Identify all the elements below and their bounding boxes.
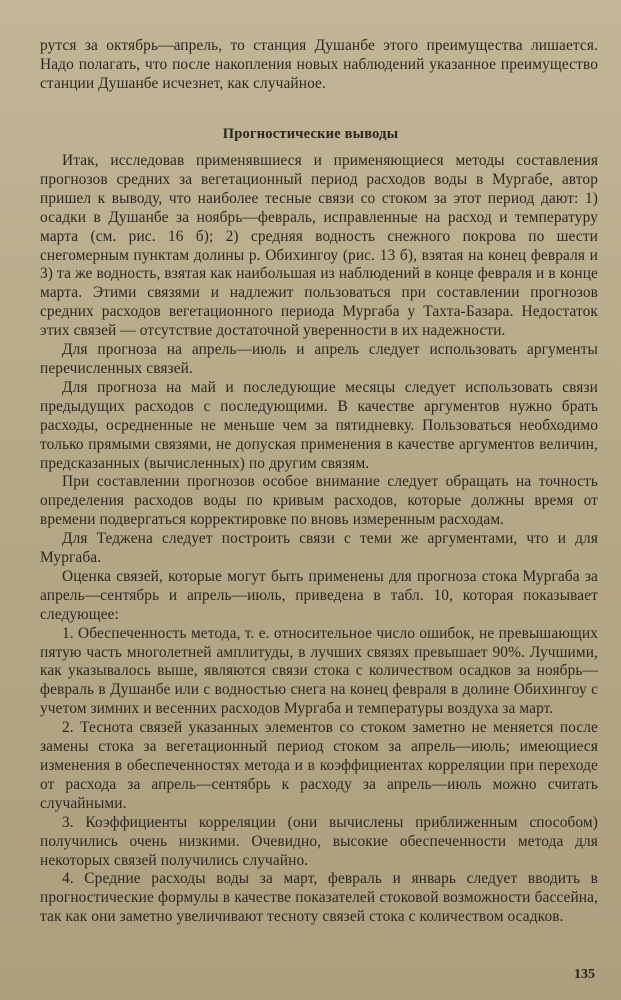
list-item-1: 1. Обеспеченность метода, т. е. относительное число ошибок, не превышающих пятую часть многолетней амплитуды, в лучших связях превышает 90%. Лучшими, как указывалось выше, являются связи стока с количеством осадков за ноябрь—февраль в Душанбе или с водностью снега на конец февраля в долине Обихингоу с учетом зимних и весенних расходов Мургаба и температуры воздуха за март. [40,624,598,718]
paragraph-6: Оценка связей, которые могут быть применены для прогноза стока Мургаба за апрель—сентябрь и апрель—июль, приведена в табл. 10, которая показывает следующее: [40,567,598,623]
paragraph-2: Для прогноза на апрель—июль и апрель следует использовать аргументы перечисленных связей. [40,341,598,377]
paragraph-4: При составлении прогнозов особое внимание следует обращать на точность определения расходов воды по кривым расходов, которые должны время от времени подвергаться корректировке по вновь измеренным расходам. [40,473,598,529]
continued-paragraph-block [40,37,598,94]
body-text [40,152,598,927]
paragraph-5: Для Теджена следует построить связи с теми же аргументами, что и для Мургаба. [40,530,598,567]
list-item-4: 4. Средние расходы воды за март, февраль и январь следует вводить в прогностические формулы в качестве показателей стоковой возможности бассейна, так как они заметно увеличивают тесноту связей стока с количеством осадков. [40,870,598,926]
paragraph-3: Для прогноза на май и последующие месяцы следует использовать связи предыдущих расходов с последующими. В качестве аргументов нужно брать расходы, осредненные не меньше чем за пятидневку. Пользоваться необходимо только прямыми связями, не допуская применения в качестве аргументов величин, предсказанных (вычисленных) по другим связям. [40,378,598,472]
section-heading: Прогностические выводы [222,126,399,142]
page-number: 135 [574,967,595,982]
list-item-2: 2. Теснота связей указанных элементов со стоком заметно не меняется после замены стока за вегетационный период стоком за апрель—июль; имеющиеся изменения в обеспеченностях метода и в коэффициентах корреляции при переходе от расхода за апрель—сентябрь к расходу за апрель—июль можно считать случайными. [40,719,598,812]
list-item-3: 3. Коэффициенты корреляции (они вычислены приближенным способом) получились очень низкими. Очевидно, высокие обеспеченности метода для некоторых связей получились случайно. [40,813,598,869]
continued-paragraph: рутся за октябрь—апрель, то станция Душанбе этого преимущества лишается. Надо полагать, что после накопления новых наблюдений указанное преимущество станции Душанбе исчезнет, как случайное. [40,37,598,92]
paragraph-1: Итак, исследовав применявшиеся и применяющиеся методы составления прогнозов средних за вегетационный период расходов воды в Мургабе, автор пришел к выводу, что наиболее тесные связи со стоком за этот период дают: 1) осадки в Душанбе за ноябрь—февраль, исправленные на расход и температуру марта (см. рис. 16 б); 2) средняя водность снежного покрова по шести снегомерным пунктам долины р. Обихингоу (рис. 13 б), взятая на конец февраля и 3) та же водность, взятая как наибольшая из наблюдений в конце февраля и в конце марта. Этими связями и надлежит пользоваться при составлении прогнозов средних расходов вегетационного периода Мургаба у Тахта-Базара. Недостаток этих связей — отсутствие достаточной уверенности в их надежности. [40,152,598,340]
